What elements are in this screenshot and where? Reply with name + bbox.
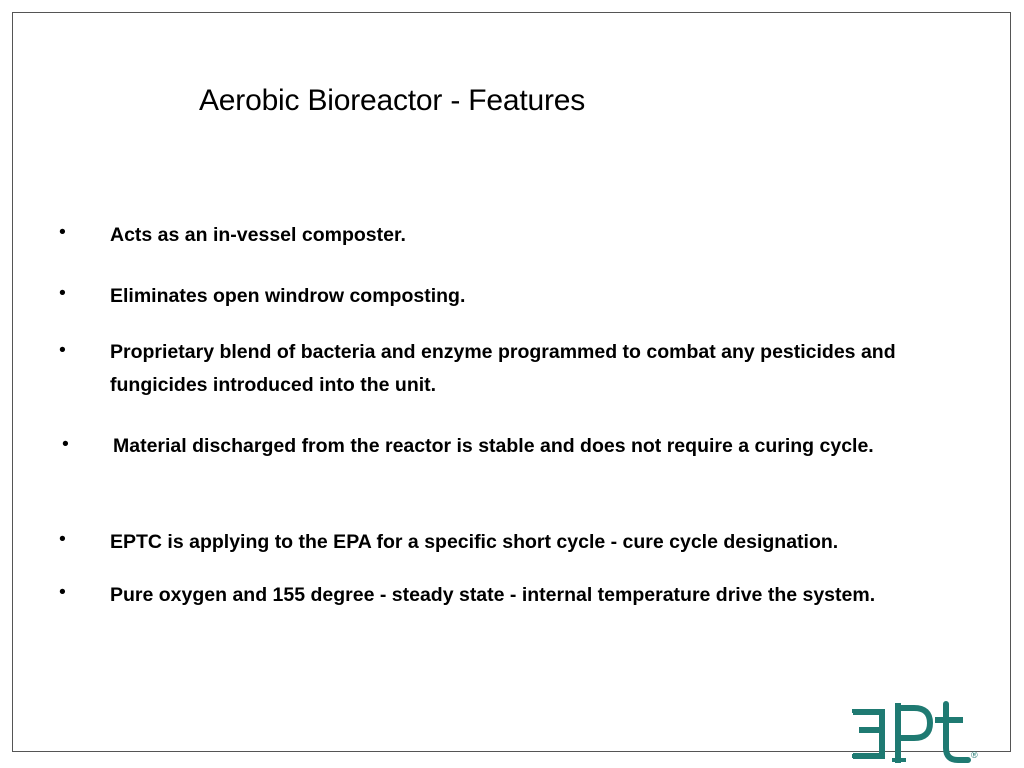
bullet-dot: •	[59, 282, 66, 304]
bullet-dot: •	[59, 528, 66, 550]
slide-title: Aerobic Bioreactor - Features	[199, 84, 586, 117]
bullet-text: Proprietary blend of bacteria and enzyme programmed to combat any pesticides and fungicides introduced into the unit.	[110, 341, 896, 396]
bullet-text: Eliminates open windrow composting.	[110, 285, 466, 307]
bullet-text: Acts as an in-vessel composter.	[110, 224, 406, 246]
bullet-item	[59, 223, 959, 247]
registered-mark: ®	[971, 750, 978, 760]
bullet-text: EPTC is applying to the EPA for a specific short cycle - cure cycle designation.	[110, 531, 839, 553]
bullet-item	[62, 435, 942, 463]
bullet-item	[59, 583, 929, 609]
bullet-dot: •	[59, 581, 66, 603]
bullet-dot: •	[59, 221, 66, 243]
bullet-item	[59, 341, 994, 402]
bullet-text: Pure oxygen and 155 degree - steady state - internal temperature drive the system.	[110, 584, 876, 606]
bullet-text: Material discharged from the reactor is stable and does not require a curing cycle.	[113, 435, 874, 457]
bullet-item	[59, 284, 959, 308]
ept-logo	[850, 694, 980, 768]
bullet-item	[59, 530, 994, 554]
bullet-dot: •	[59, 339, 66, 361]
bullet-dot: •	[62, 433, 69, 455]
